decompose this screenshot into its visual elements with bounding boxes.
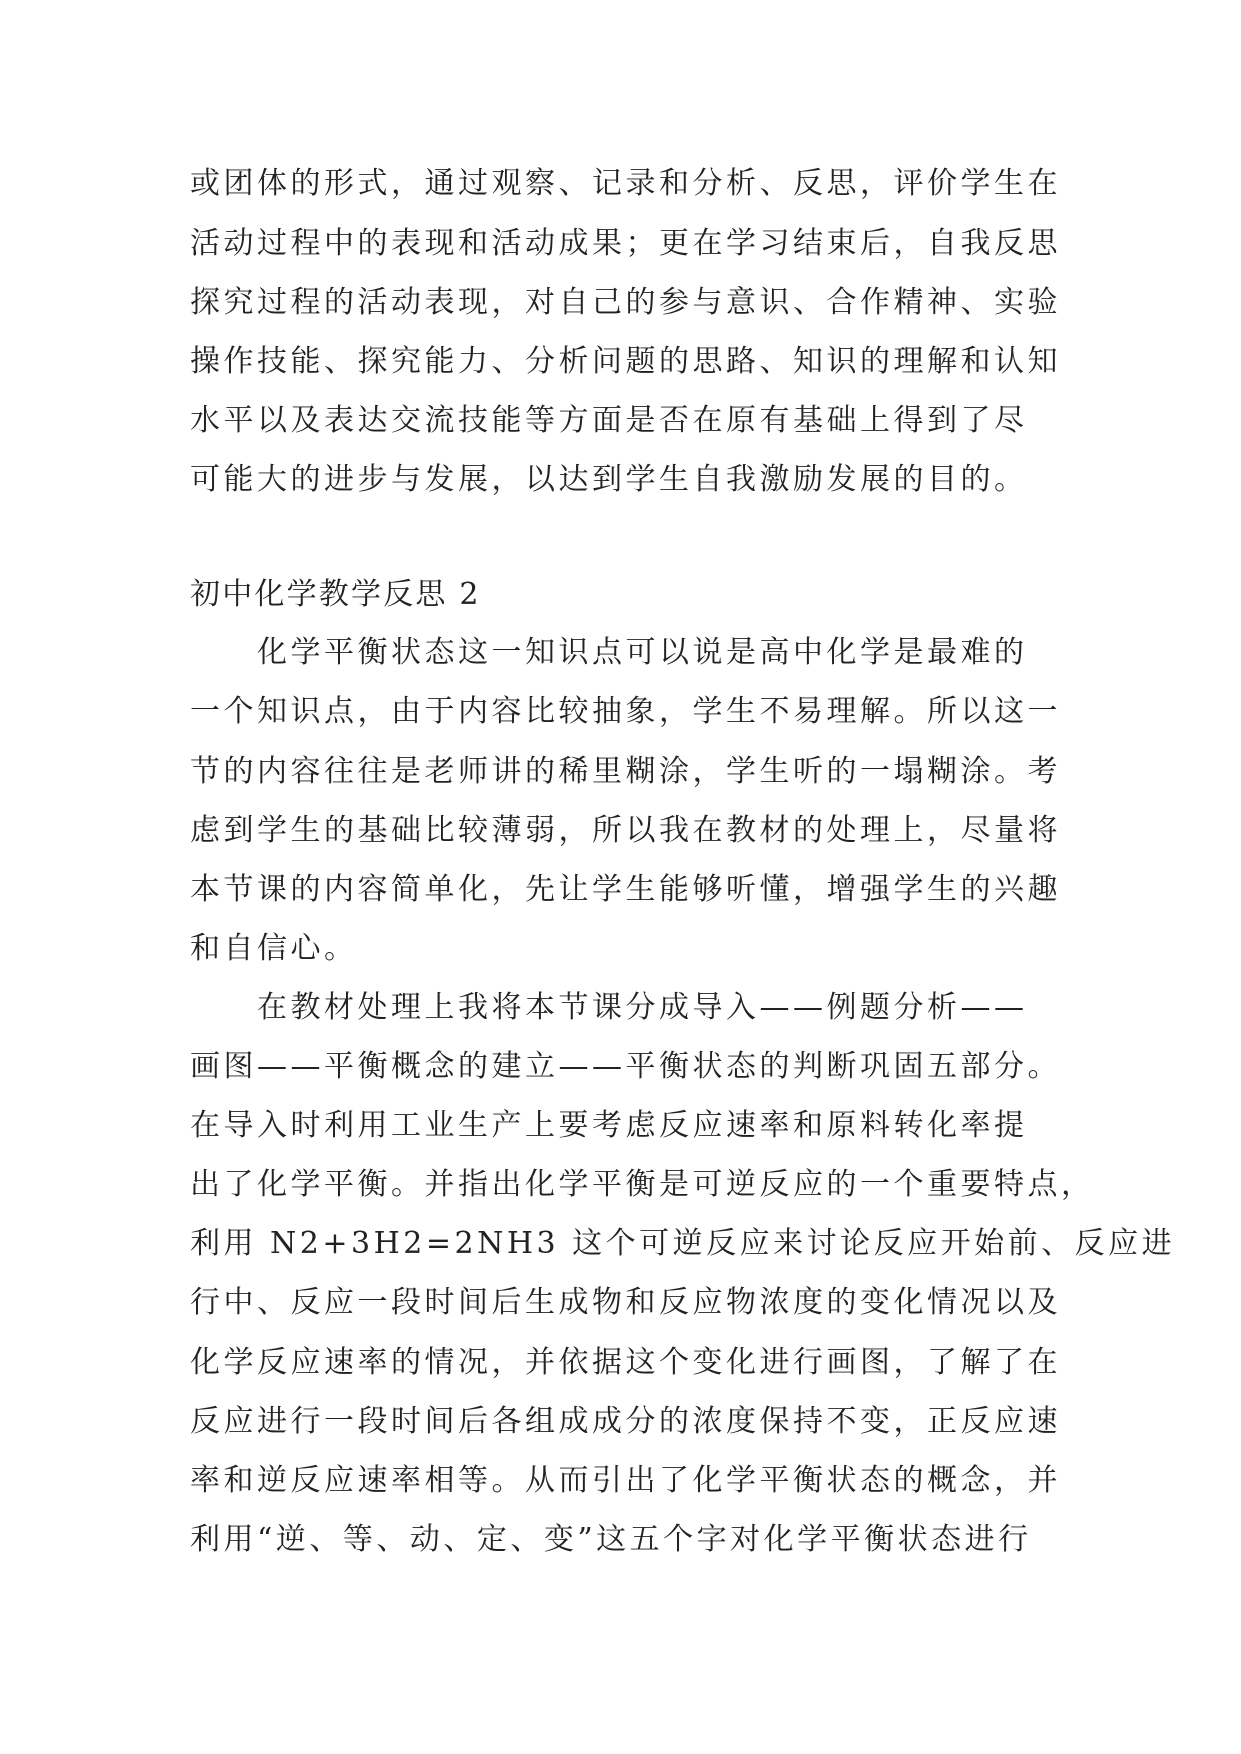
section-heading: 初中化学教学反思 2 — [190, 577, 481, 612]
text-line: 化学反应速率的情况，并依据这个变化进行画图，了解了在 — [190, 1345, 1061, 1380]
text-line: 利用“逆、等、动、定、变”这五个字对化学平衡状态进行 — [190, 1522, 1032, 1557]
text-line: 探究过程的活动表现，对自己的参与意识、合作精神、实验 — [190, 285, 1061, 320]
text-line: 利用 N2+3H2=2NH3 这个可逆反应来讨论反应开始前、反应进 — [190, 1226, 1176, 1261]
text-line: 操作技能、探究能力、分析问题的思路、知识的理解和认知 — [190, 344, 1061, 379]
text-line: 本节课的内容简单化，先让学生能够听懂，增强学生的兴趣 — [190, 872, 1061, 907]
text-line: 可能大的进步与发展，以达到学生自我激励发展的目的。 — [190, 462, 1028, 497]
text-line: 虑到学生的基础比较薄弱，所以我在教材的处理上，尽量将 — [190, 813, 1061, 848]
text-line: 一个知识点，由于内容比较抽象，学生不易理解。所以这一 — [190, 694, 1061, 729]
text-line: 行中、反应一段时间后生成物和反应物浓度的变化情况以及 — [190, 1285, 1061, 1320]
text-line: 化学平衡状态这一知识点可以说是高中化学是最难的 — [190, 635, 1028, 670]
text-line: 在导入时利用工业生产上要考虑反应速率和原料转化率提 — [190, 1108, 1028, 1143]
text-line: 在教材处理上我将本节课分成导入——例题分析—— — [190, 990, 1028, 1025]
text-line: 活动过程中的表现和活动成果；更在学习结束后，自我反思 — [190, 226, 1061, 261]
text-line: 反应进行一段时间后各组成成分的浓度保持不变，正反应速 — [190, 1404, 1061, 1439]
text-line: 或团体的形式，通过观察、记录和分析、反思，评价学生在 — [190, 166, 1061, 201]
text-line: 和自信心。 — [190, 931, 358, 966]
text-line: 率和逆反应速率相等。从而引出了化学平衡状态的概念，并 — [190, 1463, 1061, 1498]
text-line: 画图——平衡概念的建立——平衡状态的判断巩固五部分。 — [190, 1049, 1061, 1084]
text-line: 节的内容往往是老师讲的稀里糊涂，学生听的一塌糊涂。考 — [190, 754, 1061, 789]
text-line: 出了化学平衡。并指出化学平衡是可逆反应的一个重要特点， — [190, 1167, 1095, 1202]
text-line: 水平以及表达交流技能等方面是否在原有基础上得到了尽 — [190, 403, 1028, 438]
